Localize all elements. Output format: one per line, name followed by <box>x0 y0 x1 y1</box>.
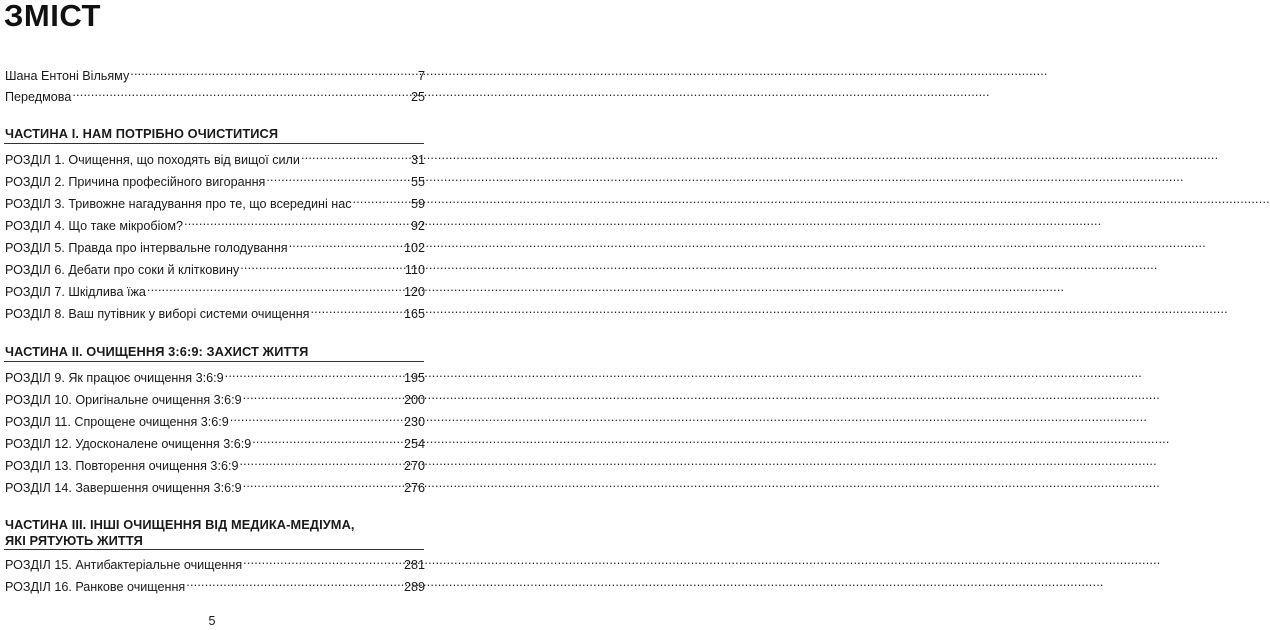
toc-entry <box>5 64 425 83</box>
toc-entry <box>5 388 425 407</box>
dot-leader <box>243 553 403 569</box>
toc-entry <box>5 148 425 167</box>
dot-leader <box>225 366 403 382</box>
entry-page-number: 7 <box>417 69 425 83</box>
entry-page-number: 120 <box>403 285 425 299</box>
entry-label: РОЗДІЛ 9. Як працює очищення 3:6:9 <box>5 371 224 385</box>
entry-page-number: 195 <box>403 371 425 385</box>
entry-label: РОЗДІЛ 6. Дебати про соки й клітковину <box>5 263 240 277</box>
entry-label: РОЗДІЛ 11. Спрощене очищення 3:6:9 <box>5 415 229 429</box>
dot-leader <box>243 388 403 404</box>
entry-label: Передмова <box>5 90 72 104</box>
entry-label: РОЗДІЛ 7. Шкідлива їжа <box>5 285 146 299</box>
toc-entry <box>5 236 425 255</box>
part-heading: ЧАСТИНА ІІ. ОЧИЩЕННЯ 3:6:9: ЗАХИСТ ЖИТТЯ <box>5 344 309 359</box>
part-heading: ЧАСТИНА ІІІ. ІНШІ ОЧИЩЕННЯ ВІД МЕДИКА-МЕДІУМА, <box>5 517 355 532</box>
entry-page-number: 55 <box>410 175 425 189</box>
part-heading-continuation: ЯКІ РЯТУЮТЬ ЖИТТЯ <box>5 533 143 548</box>
dot-leader <box>301 148 410 164</box>
entry-page-number: 59 <box>410 197 425 211</box>
entry-page-number: 200 <box>403 393 425 407</box>
toc-entry <box>5 214 425 233</box>
toc-title: ЗМІСТ <box>4 0 101 33</box>
entry-page-number: 254 <box>403 437 425 451</box>
toc-entry <box>5 85 425 104</box>
toc-entry <box>5 410 425 429</box>
dot-leader <box>130 64 417 80</box>
dot-leader <box>230 410 403 426</box>
toc-entry <box>5 192 425 211</box>
page-number-folio: 5 <box>208 614 216 628</box>
toc-entry <box>5 302 425 321</box>
entry-label: Шана Ентоні Вільяму <box>5 69 130 83</box>
toc-page <box>0 0 424 630</box>
entry-page-number: 25 <box>410 90 425 104</box>
dot-leader <box>310 302 403 318</box>
entry-label: РОЗДІЛ 16. Ранкове очищення <box>5 580 186 594</box>
entry-page-number: 31 <box>410 153 425 167</box>
toc-entry <box>5 258 425 277</box>
entry-page-number: 230 <box>403 415 425 429</box>
dot-leader <box>184 214 410 230</box>
entry-page-number: 165 <box>403 307 425 321</box>
toc-entry <box>5 366 425 385</box>
entry-label: РОЗДІЛ 8. Ваш путівник у виборі системи очищення <box>5 307 310 321</box>
part-rule <box>4 361 424 362</box>
entry-page-number: 276 <box>403 481 425 495</box>
part-rule <box>4 549 424 550</box>
entry-label: РОЗДІЛ 15. Антибактеріальне очищення <box>5 558 243 572</box>
dot-leader <box>147 280 403 296</box>
entry-label: РОЗДІЛ 4. Що таке мікробіом? <box>5 219 184 233</box>
toc-entry <box>5 432 425 451</box>
dot-leader <box>186 575 403 591</box>
dot-leader <box>72 85 410 101</box>
entry-label: РОЗДІЛ 1. Очищення, що походять від вищої сили <box>5 153 300 167</box>
dot-leader <box>266 170 410 186</box>
toc-entry <box>5 280 425 299</box>
toc-entry <box>5 454 425 473</box>
entry-label: РОЗДІЛ 14. Завершення очищення 3:6:9 <box>5 481 242 495</box>
entry-label: РОЗДІЛ 10. Оригінальне очищення 3:6:9 <box>5 393 242 407</box>
toc-entry <box>5 170 425 189</box>
dot-leader <box>240 258 404 274</box>
part-heading: ЧАСТИНА І. НАМ ПОТРІБНО ОЧИСТИТИСЯ <box>5 126 279 141</box>
toc-entry <box>5 476 425 495</box>
entry-label: РОЗДІЛ 13. Повторення очищення 3:6:9 <box>5 459 239 473</box>
dot-leader <box>252 432 403 448</box>
dot-leader <box>289 236 403 252</box>
entry-label: РОЗДІЛ 12. Удосконалене очищення 3:6:9 <box>5 437 252 451</box>
entry-label: РОЗДІЛ 2. Причина професійного вигорання <box>5 175 266 189</box>
dot-leader <box>353 192 410 208</box>
entry-page-number: 281 <box>403 558 425 572</box>
entry-page-number: 102 <box>403 241 425 255</box>
dot-leader <box>243 476 403 492</box>
entry-page-number: 110 <box>404 263 425 277</box>
entry-page-number: 92 <box>410 219 425 233</box>
entry-label: РОЗДІЛ 5. Правда про інтервальне голодування <box>5 241 288 255</box>
entry-page-number: 289 <box>403 580 425 594</box>
entry-page-number: 270 <box>403 459 425 473</box>
toc-entry <box>5 575 425 594</box>
part-rule <box>4 143 424 144</box>
dot-leader <box>239 454 403 470</box>
entry-label: РОЗДІЛ 3. Тривожне нагадування про те, що всередині нас <box>5 197 352 211</box>
toc-entry <box>5 553 425 572</box>
